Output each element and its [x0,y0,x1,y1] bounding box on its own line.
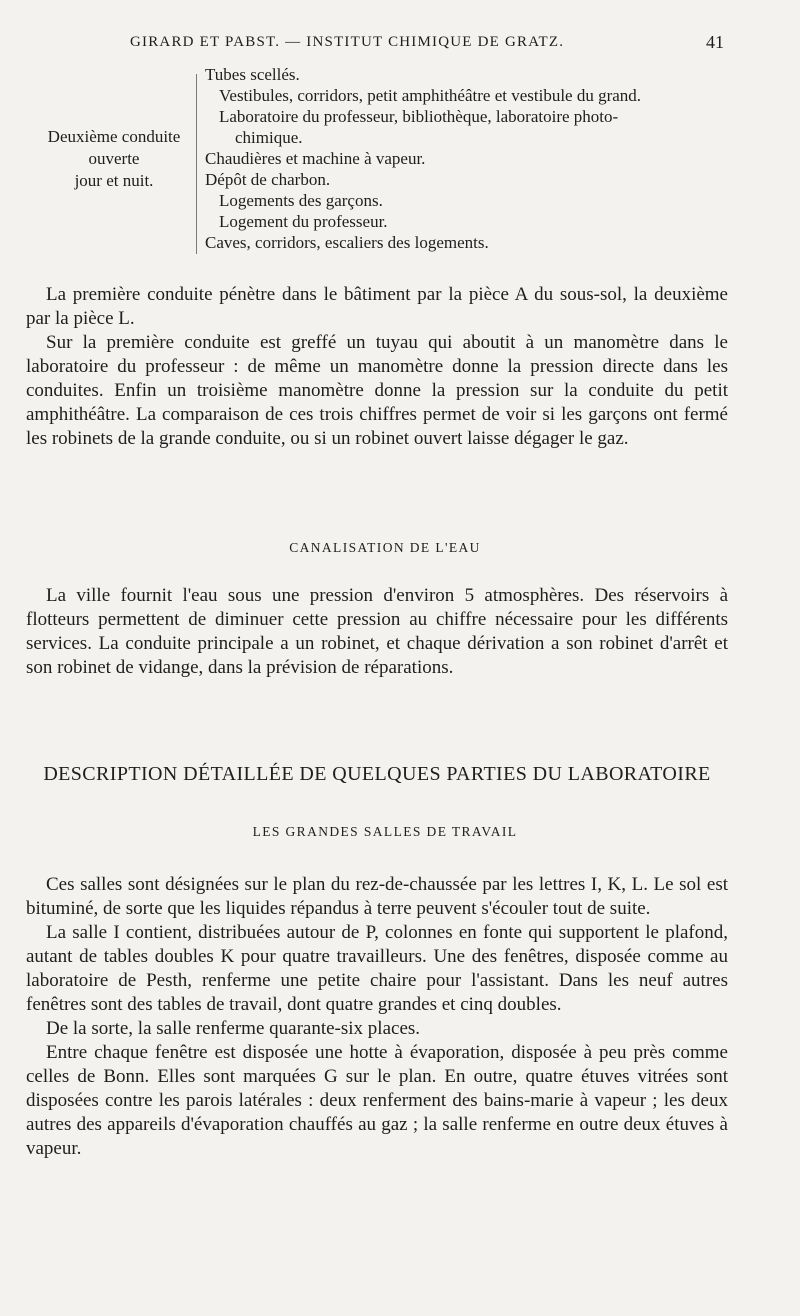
list-item: Tubes scellés. [205,65,300,84]
rooms-text [26,873,728,1161]
gas-conduit-text [26,283,728,451]
list-item: Chaudières et machine à vapeur. [205,149,426,168]
section-heading: DESCRIPTION DÉTAILLÉE DE QUELQUES PARTIES DU LABORATOIRE [43,763,711,785]
water-text [26,584,728,680]
list-left-label-line: ouverte [88,149,140,168]
list-left-label [34,126,194,192]
list-item: Dépôt de charbon. [205,170,331,189]
paragraph: Entre chaque fenêtre est disposée une hotte à évaporation, disposée à peu près comme celles de Bonn. Elles sont marquées G sur le plan. En outre, quatre étuves vitrées sont disposées contre les parois latérales : deux renferment des bains-marie à vapeur ; les deux autres des appareils d'évaporation chauffés au gaz ; la salle renferme en outre deux étuves à vapeur. [26,1042,728,1159]
paragraph: Sur la première conduite est greffé un tuyau qui aboutit à un manomètre dans le laboratoire du professeur : de même un manomètre donne la pression directe dans les conduites. Enfin un troisième manomètre donne la pression sur la conduite du petit amphithéâtre. La comparaison de ces trois chiffres permet de voir si les garçons ont fermé les robinets de la grande conduite, ou si un robinet ouvert laisse dégager le gaz. [26,332,728,449]
list-item: Laboratoire du professeur, bibliothèque, laboratoire photo- [219,107,619,126]
list-item: Logements des garçons. [219,191,383,210]
paragraph: La ville fournit l'eau sous une pression d'environ 5 atmosphères. Des réservoirs à flotteurs permettent de diminuer cette pression au chiffre nécessaire pour les différents services. La conduite principale a un robinet, et chaque dérivation a son robinet d'arrêt et son robinet de vidange, dans la prévision de réparations. [26,585,728,678]
list-item: chimique. [235,128,303,147]
list-item: Logement du professeur. [219,212,388,231]
running-head: GIRARD ET PABST. — INSTITUT CHIMIQUE DE GRATZ. [130,34,565,50]
paragraph: De la sorte, la salle renferme quarante-six places. [46,1018,421,1039]
paragraph: La première conduite pénètre dans le bâtiment par la pièce A du sous-sol, la deuxième par la pièce L. [26,284,728,329]
room-list [205,64,750,253]
list-left-label-line: Deuxième conduite [47,127,181,146]
subheading-water: CANALISATION DE L'EAU [289,540,481,555]
page-number: 41 [706,32,724,52]
paragraph: La salle I contient, distribuées autour de P, colonnes en fonte qui supportent le plafond, autant de tables doubles K pour quatre travailleurs. Une des fenêtres, disposée comme au laboratoire de Pesth, renferme une petite chaire pour l'assistant. Dans les neuf autres fenêtres sont des tables de travail, dont quatre grandes et cinq doubles. [26,922,728,1015]
paragraph: Ces salles sont désignées sur le plan du rez-de-chaussée par les lettres I, K, L. Le sol est bituminé, de sorte que les liquides répandus à terre peuvent s'écouler tout de suite. [26,874,728,919]
list-left-label-line: jour et nuit. [74,171,154,190]
list-item: Vestibules, corridors, petit amphithéâtre et vestibule du grand. [219,86,642,105]
list-item: Caves, corridors, escaliers des logements. [205,233,489,252]
brace-divider [196,74,199,254]
subheading-rooms: LES GRANDES SALLES DE TRAVAIL [252,824,518,839]
